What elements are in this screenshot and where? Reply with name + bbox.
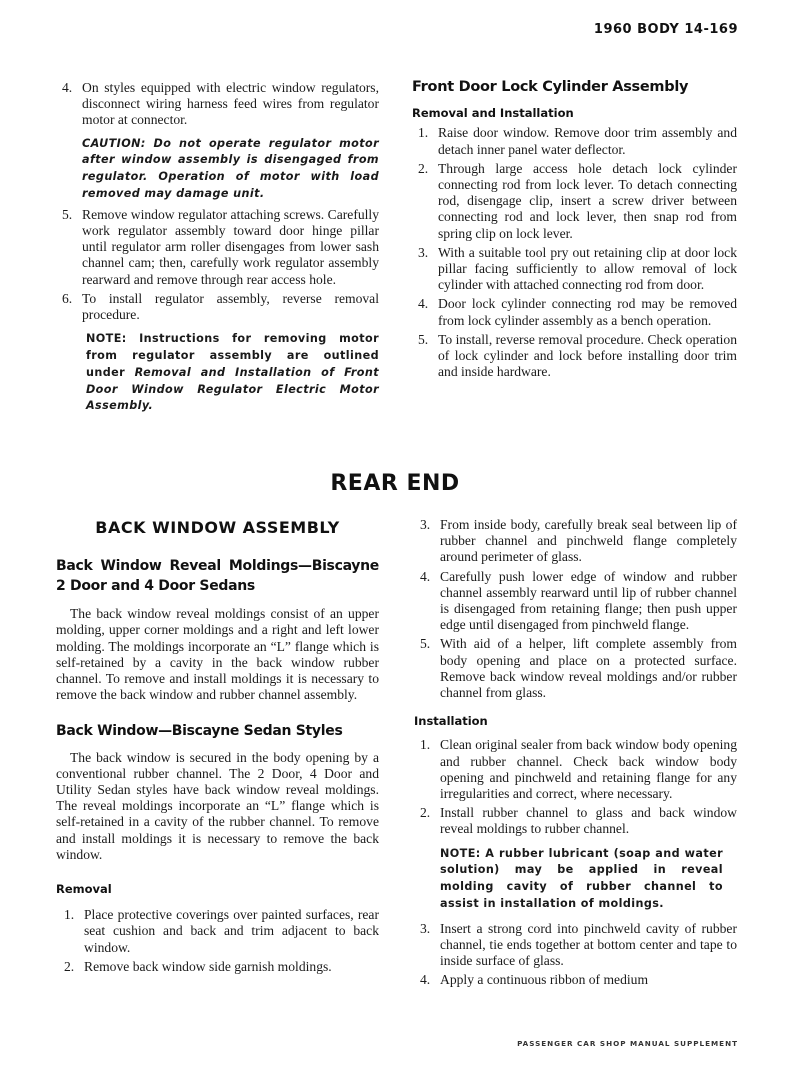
- list-item: 4. On styles equipped with electric window regulators, disconnect wiring harness feed wires from regulator motor at connector.: [62, 80, 379, 128]
- regulator-steps: [58, 80, 379, 129]
- installation-steps: [416, 737, 737, 837]
- subtitle-removal-installation: Removal and Installation: [412, 106, 574, 121]
- installation-steps-b: [416, 921, 737, 989]
- list-item: 2. Install rubber channel to glass and back window reveal moldings to rubber channel.: [420, 805, 737, 837]
- list-item: 3. From inside body, carefully break seal between lip of rubber channel and pinchweld flange completely around perimeter of glass.: [420, 517, 737, 565]
- list-item: 2. Through large access hole detach lock cylinder connecting rod from lock lever. To detach connecting rod, disengage clip, insert a screw driver between connecting rod and lock lever, then snap rod from spring clip on lock lever.: [418, 160, 737, 241]
- motor-note: [86, 331, 379, 415]
- list-item: 5. To install, reverse removal procedure. Check operation of lock cylinder and lock before installing door trim and inside hardware.: [418, 331, 737, 380]
- section-title-back-window: BACK WINDOW ASSEMBLY: [95, 518, 340, 537]
- list-item: 3. Insert a strong cord into pinchweld cavity of rubber channel, tie ends together at bottom center and tape to inside surface of glass.: [420, 920, 737, 969]
- removal-steps-continued: [416, 517, 737, 701]
- page-footer: PASSENGER CAR SHOP MANUAL SUPPLEMENT: [517, 1039, 738, 1048]
- page-header: 1960 BODY 14-169: [593, 22, 738, 37]
- list-item: 4. Door lock cylinder connecting rod may be removed from lock cylinder assembly as a bench operation.: [418, 296, 737, 328]
- left-bottom-column: [56, 520, 379, 978]
- paragraph-reveal-moldings: The back window reveal moldings consist of an upper molding, upper corner moldings and a right and left lower molding. The moldings incorporate an “L” flange which is self-retained by a cavity in the back window rubber channel. To remove and install moldings it is necessary to remove the back window and rubber channel assembly.: [56, 606, 379, 703]
- subtitle-installation: Installation: [414, 714, 488, 729]
- list-item: 5. With aid of a helper, lift complete assembly from body opening and place on a protected surface. Remove back window reveal moldings and/or rubber channel from glass.: [420, 636, 737, 701]
- lock-cylinder-steps: [414, 125, 737, 380]
- list-item: 4. Carefully push lower edge of window and rubber channel assembly rearward until lip of rubber channel is disengaged from retaining flange; then push upper edge until disengaged from pinchweld flange.: [420, 568, 737, 633]
- list-item: 1. Place protective coverings over painted surfaces, rear seat cushion and back and trim adjacent to back window.: [64, 907, 379, 955]
- list-item: 4. Apply a continuous ribbon of medium: [420, 972, 649, 988]
- right-bottom-column: [416, 517, 737, 992]
- subsection-sedan-styles: Back Window—Biscayne Sedan Styles: [56, 723, 343, 740]
- list-item: 5. Remove window regulator attaching screws. Carefully work regulator assembly toward door hinge pillar until regulator arm roller disengages from lower sash channel cam; then, carefully work regulator assembly rearward and remove through rear access hole.: [62, 206, 379, 287]
- paragraph-sedan-styles: The back window is secured in the body opening by a conventional rubber channel. The 2 Door, 4 Door and Utility Sedan styles have back window reveal moldings. The reveal moldings incorporate an “L” flange which is self-retained in a cavity of the rubber channel. To remove and install moldings it is necessary to remove the back window.: [56, 749, 379, 862]
- major-heading-rear-end: REAR END: [330, 471, 460, 496]
- left-top-column: [58, 80, 379, 419]
- section-title-lock-cylinder: Front Door Lock Cylinder Assembly: [412, 79, 689, 95]
- removal-steps: [60, 907, 379, 975]
- subtitle-removal: Removal: [56, 882, 112, 897]
- list-item: 2. Remove back window side garnish moldings.: [64, 958, 332, 974]
- caution-note: CAUTION: Do not operate regulator motor after window assembly is disengaged from regulator. Operation of motor with load removed may damage unit.: [82, 136, 379, 200]
- subsection-reveal-moldings: Back Window Reveal Moldings—Biscayne 2 Door and 4 Door Sedans: [56, 558, 379, 595]
- regulator-steps-b: [58, 207, 379, 323]
- list-item: 3. With a suitable tool pry out retaining clip at door lock pillar facing sufficiently to allow removal of lock cylinder with attached connecting rod from door.: [418, 244, 737, 293]
- note-lead: NOTE: Instructions for removing motor from regulator assembly are outlined under: [86, 332, 379, 379]
- list-item: 1. Clean original sealer from back window body opening and rubber channel. Check back window body opening and pinchweld and retaining flange for any irregularities and correct, where necessary.: [420, 737, 737, 802]
- list-item: 6. To install regulator assembly, reverse removal procedure.: [62, 290, 379, 323]
- lubricant-note: NOTE: A rubber lubricant (soap and water solution) may be applied in reveal molding cavity of rubber channel to assist in installation of moldings.: [440, 846, 723, 911]
- list-item: 1. Raise door window. Remove door trim assembly and detach inner panel water deflector.: [418, 125, 737, 157]
- note-reference: Removal and Installation of Front Door Window Regulator Electric Motor Assembly.: [86, 365, 379, 413]
- right-top-column: [412, 79, 737, 383]
